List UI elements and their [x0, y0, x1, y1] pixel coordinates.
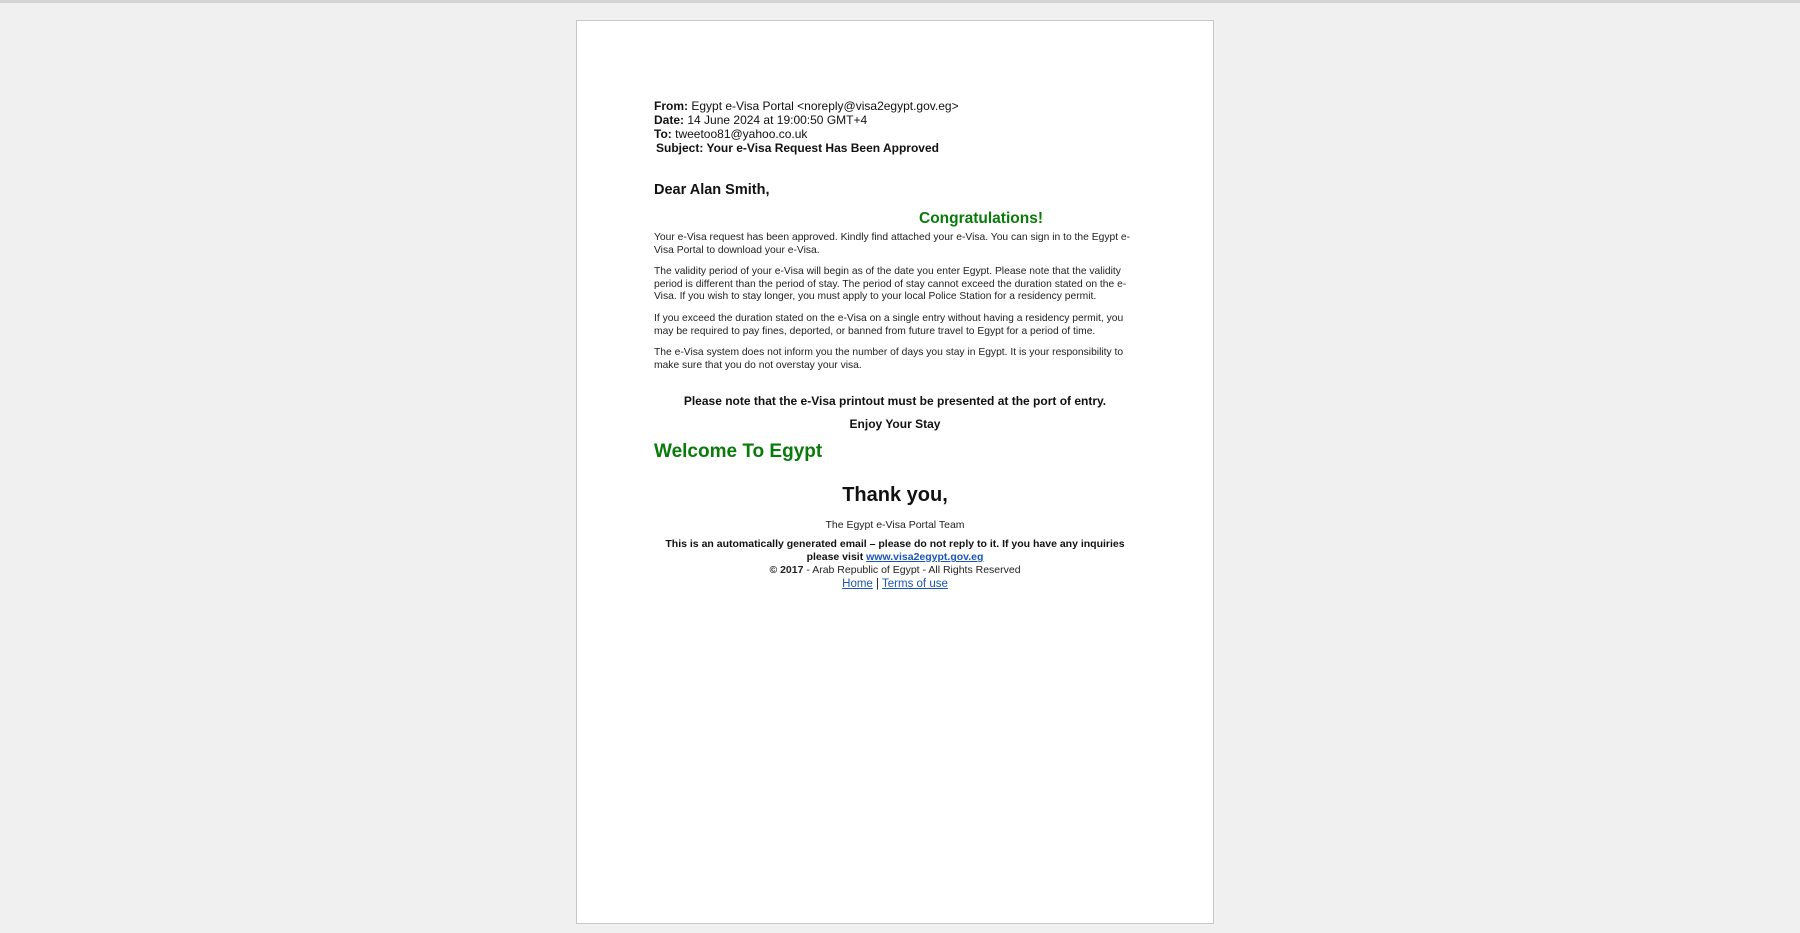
footer-separator: | [876, 578, 880, 591]
to-value: tweetoo81@yahoo.co.uk [675, 127, 808, 141]
from-value: Egypt e-Visa Portal <noreply@visa2egypt.gov.eg> [691, 99, 959, 113]
from-label: From: [654, 99, 688, 113]
welcome-heading: Welcome To Egypt [654, 441, 823, 463]
auto-generated-text: This is an automatically generated email – please do not reply to it. If you have any inquiries please visit [665, 538, 1125, 564]
paragraph-responsibility: The e-Visa system does not inform you the number of days you stay in Egypt. It is your responsibility to make sure that you do not overstay your visa. [654, 347, 1124, 371]
home-link[interactable]: Home [842, 578, 873, 591]
email-to-line [654, 127, 1136, 141]
congratulations-heading: Congratulations! [919, 210, 1043, 227]
thank-you: Thank you, [842, 484, 948, 507]
paragraph-approved: Your e-Visa request has been approved. Kindly find attached your e-Visa. You can sign in to the Egypt e-Visa Portal to download your e-Visa. [654, 232, 1131, 256]
date-label: Date: [654, 113, 685, 127]
team-signature: The Egypt e-Visa Portal Team [825, 519, 965, 532]
greeting: Dear Alan Smith, [654, 182, 770, 198]
terms-of-use-link[interactable]: Terms of use [882, 578, 948, 591]
paragraph-validity: The validity period of your e-Visa will begin as of the date you enter Egypt. Please note that the validity period is different than the period of stay. The period of stay cannot exceed the duration stated on the e-Visa. If you wish to stay longer, you must apply to your local Police Station for a residency permit. [654, 266, 1127, 303]
document-page [576, 20, 1214, 924]
auto-generated-notice [654, 538, 1136, 564]
email-date-line [654, 113, 1136, 127]
copyright-year: © 2017 [769, 564, 804, 577]
site-link[interactable]: www.visa2egypt.gov.eg [866, 551, 984, 564]
port-of-entry-note: Please note that the e-Visa printout must be presented at the port of entry. [683, 394, 1107, 409]
email-from-line [654, 99, 1136, 113]
email-subject-line [654, 141, 1136, 155]
subject-value: Your e-Visa Request Has Been Approved [706, 141, 939, 155]
paragraph-overstay: If you exceed the duration stated on the e-Visa on a single entry without having a residency permit, you may be required to pay fines, deported, or banned from future travel to Egypt for a period of time. [654, 312, 1124, 337]
to-label: To: [654, 127, 672, 141]
date-value: 14 June 2024 at 19:00:50 GMT+4 [687, 113, 868, 127]
copyright [654, 564, 1136, 577]
footer-links [654, 577, 1136, 591]
enjoy-your-stay: Enjoy Your Stay [849, 417, 941, 432]
copyright-text: - Arab Republic of Egypt - All Rights Reserved [806, 564, 1021, 577]
subject-label: Subject: [656, 141, 704, 155]
window-top-edge [0, 0, 1800, 3]
email-content [654, 99, 1136, 591]
